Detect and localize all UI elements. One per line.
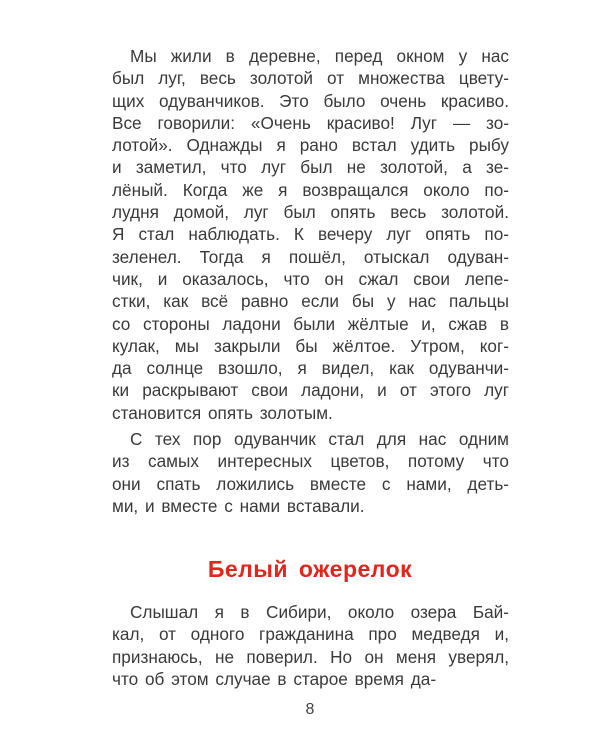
paragraph-dandelion-end (112, 428, 509, 517)
text-line: стки, как всё равно если бы у нас пальцы (112, 291, 509, 312)
text-line: лотой». Однажды я рано встал удить рыбу (112, 135, 509, 156)
text-line: Все говорили: «Очень красиво! Луг — зо- (112, 112, 509, 133)
paragraph-dandelion (112, 45, 509, 424)
text-line: кал, от одного гражданина про медведя и, (112, 624, 509, 645)
text-line: со стороны ладони были жёлтые и, сжав в (112, 313, 509, 334)
text-line: лудня домой, луг был опять весь золотой. (112, 202, 509, 223)
text-line: да солнце взошло, я видел, как одуванчи- (112, 358, 509, 379)
text-line: Мы жили в деревне, перед окном у нас (130, 46, 509, 66)
text-line: ми, и вместе с нами вставали. (112, 495, 365, 516)
text-line: из самых интересных цветов, потому что (112, 451, 509, 472)
text-line: был луг, весь золотой от множества цвету- (112, 68, 509, 89)
text-line: щих одуванчиков. Это было очень красиво. (112, 90, 509, 111)
page-number: 8 (305, 701, 315, 718)
text-line: ки раскрывают свои ладони, и от этого луг (112, 380, 509, 401)
text-line: С тех пор одуванчик стал для нас одним (130, 429, 509, 449)
text-line: лёный. Когда же я возвращался около по- (112, 179, 509, 200)
paragraph-baikal (112, 601, 509, 690)
text-line: Слышал я в Сибири, около озера Бай- (130, 602, 509, 622)
text-line: кулак, мы закрыли бы жёлтое. Утром, ког- (112, 335, 509, 356)
text-line: зеленел. Тогда я пошёл, отыскал одуван- (112, 246, 509, 267)
text-line: Я стал наблюдать. К вечеру луг опять по- (112, 224, 509, 245)
text-line: признаюсь, не поверил. Но он меня уверял, (112, 646, 509, 667)
text-line: что об этом случае в старое время да- (112, 668, 437, 689)
text-line: и заметил, что луг был не золотой, а зе- (112, 157, 509, 178)
text-line: они спать ложились вместе с нами, деть- (112, 473, 509, 494)
text-line: становится опять золотым. (112, 402, 333, 423)
text-line: чик, и оказалось, что он сжал свои лепе- (112, 268, 509, 289)
chapter-heading: Белый ожерелок (207, 556, 413, 582)
